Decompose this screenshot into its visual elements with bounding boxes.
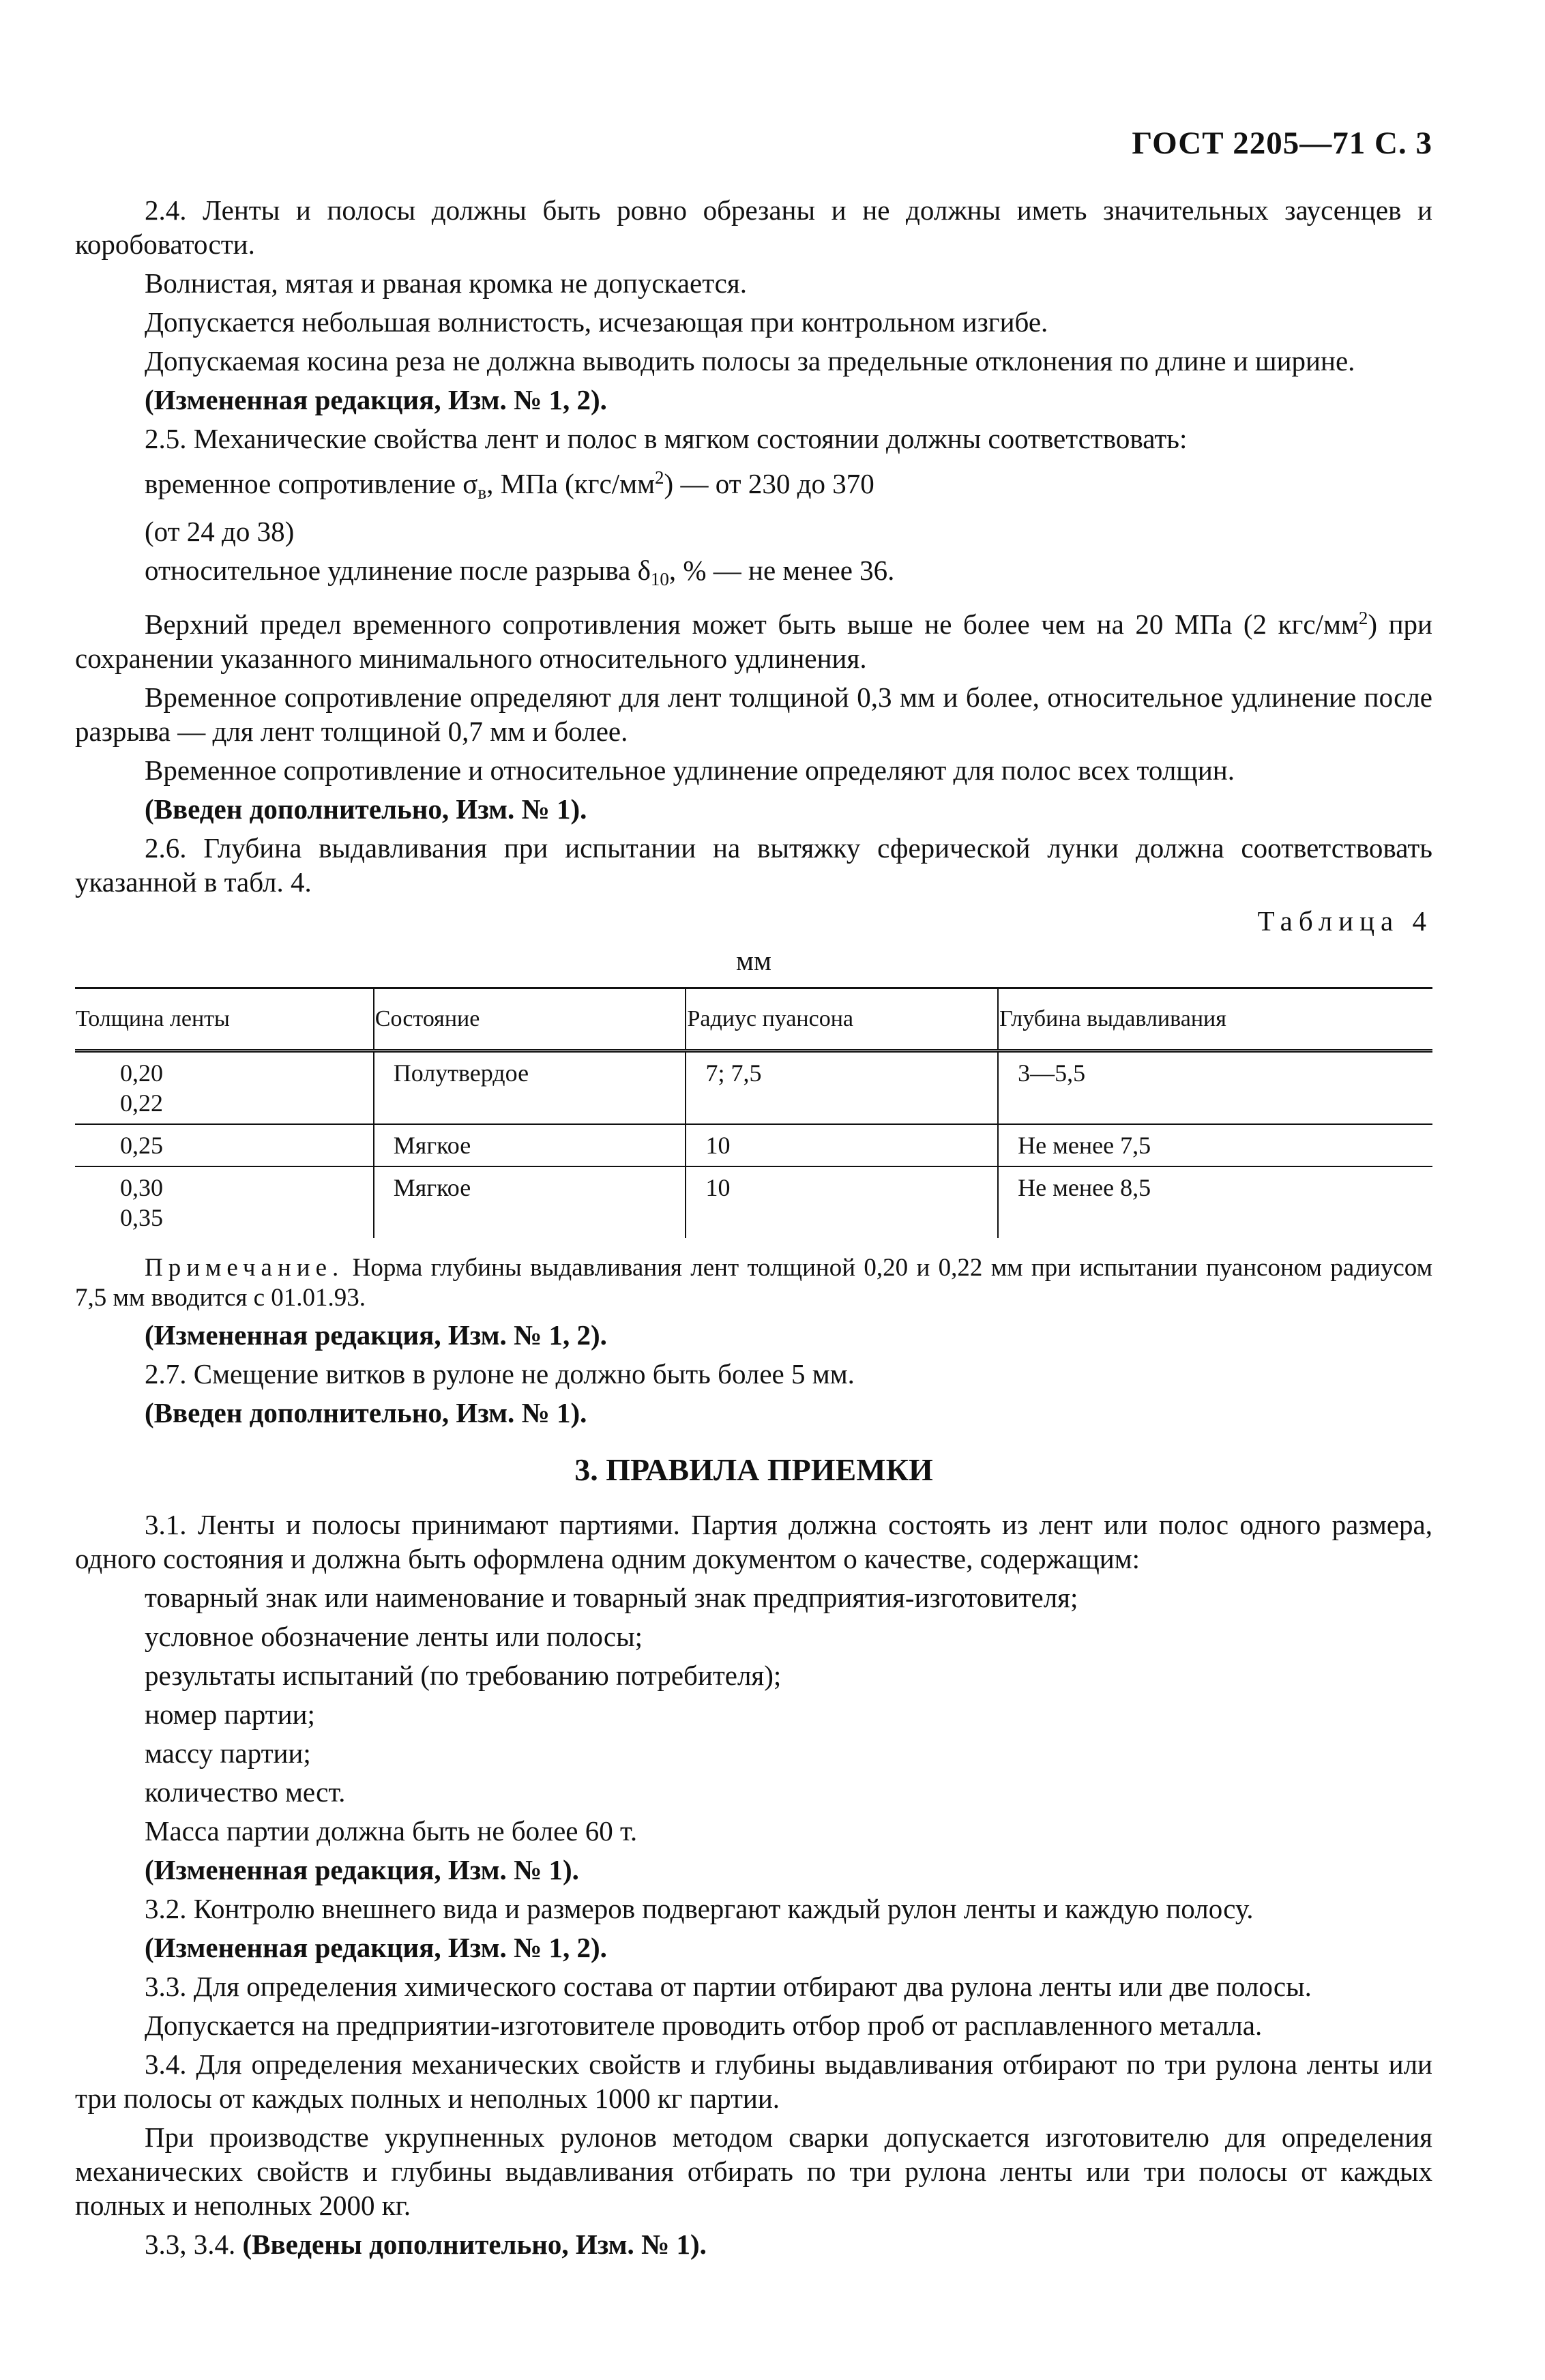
thickness-cell: 0,30 0,35	[75, 1166, 374, 1238]
radius-cell: 10	[686, 1166, 998, 1238]
list-item: результаты испытаний (по требованию потребителя);	[145, 1660, 782, 1691]
list-item: условное обозначение ленты или полосы;	[145, 1621, 643, 1652]
state-cell: Полутвердое	[374, 1051, 686, 1125]
depth-cell: Не менее 7,5	[998, 1124, 1432, 1166]
amendment-note: (Введен дополнительно, Изм. № 1).	[145, 793, 587, 825]
paragraph: Волнистая, мятая и рваная кромка не допускается.	[145, 267, 747, 299]
tensile-strength-alt: (от 24 до 38)	[145, 516, 295, 547]
amendment-note: (Измененная редакция, Изм. № 1).	[145, 1854, 579, 1885]
paragraph-3-1: 3.1. Ленты и полосы принимают партиями. Партия должна состоять из лент или полос одного размера, одного состояния и должна быть оформлена одним документом о качестве, содержащим:	[75, 1509, 1432, 1574]
column-header: Радиус пуансона	[686, 988, 998, 1051]
upper-limit-paragraph: Верхний предел временного сопротивления может быть выше не более чем на 20 МПа (2 кгс/$мм^2$) при сохранении указанного минимального относительного удлинения.	[75, 608, 1432, 674]
column-header: Толщина ленты	[75, 988, 374, 1051]
thickness-cell: 0,25	[75, 1124, 374, 1166]
amendment-note: (Введен дополнительно, Изм. № 1).	[145, 1397, 587, 1428]
depth-table	[75, 987, 1432, 1238]
table-row	[75, 1166, 1432, 1238]
state-cell: Мягкое	[374, 1124, 686, 1166]
column-header: Состояние	[374, 988, 686, 1051]
paragraph-3-2: 3.2. Контролю внешнего вида и размеров подвергают каждый рулон ленты и каждую полосу.	[145, 1893, 1254, 1924]
thickness-cell: 0,20 0,22	[120, 1059, 163, 1117]
paragraph: Масса партии должна быть не более 60 т.	[145, 1815, 638, 1847]
page-header: ГОСТ 2205—71 С. 3	[1132, 126, 1432, 161]
list-item: массу партии;	[145, 1737, 311, 1769]
state-cell: Мягкое	[374, 1166, 686, 1238]
table-header-row	[75, 988, 1432, 1051]
paragraph: Допускаемая косина реза не должна выводить полосы за предельные отклонения по длине и ширине.	[145, 345, 1355, 377]
table-row	[75, 1124, 1432, 1166]
final-amendment-line: 3.3, 3.4. (Введены дополнительно, Изм. № 1).	[145, 2229, 707, 2260]
table-row	[75, 1051, 1432, 1125]
paragraph-3-4: 3.4. Для определения механических свойств и глубины выдавливания отбирают по три рулона ленты или три полосы от каждых полных и неполных 1000 кг партии.	[75, 2048, 1432, 2114]
list-item: товарный знак или наименование и товарный знак предприятия-изготовителя;	[145, 1582, 1078, 1613]
table-title: Таблица 4	[1257, 905, 1432, 937]
elongation-line: относительное удлинение после разрыва $\delta_{10}$, % — не менее 36.	[145, 555, 895, 589]
paragraph-3-3: 3.3. Для определения химического состава от партии отбирают два рулона ленты или две полосы.	[145, 1971, 1312, 2002]
paragraph-2-7: 2.7. Смещение витков в рулоне не должно быть более 5 мм.	[145, 1358, 855, 1390]
document-body	[75, 193, 1432, 2266]
paragraph-2-6: 2.6. Глубина выдавливания при испытании на вытяжку сферической лунки должна соответствовать указанной в табл. 4.	[75, 832, 1432, 898]
paragraph: Допускается небольшая волнистость, исчезающая при контрольном изгибе.	[145, 306, 1048, 338]
note-label: Примечание.	[145, 1254, 344, 1282]
amendment-note: (Измененная редакция, Изм. № 1, 2).	[145, 1932, 607, 1963]
paragraph: Временное сопротивление определяют для лент толщиной 0,3 мм и более, относительное удлинение после разрыва — для лент толщиной 0,7 мм и более.	[75, 681, 1432, 747]
depth-cell: Не менее 8,5	[998, 1166, 1432, 1238]
depth-cell: 3—5,5	[998, 1051, 1432, 1125]
radius-cell: 7; 7,5	[686, 1051, 998, 1125]
paragraph-2-5: 2.5. Механические свойства лент и полос в мягком состоянии должны соответствовать:	[145, 423, 1188, 454]
amendment-note: (Измененная редакция, Изм. № 1, 2).	[145, 384, 607, 415]
radius-cell: 10	[686, 1124, 998, 1166]
list-item: номер партии;	[145, 1699, 315, 1730]
paragraph: 2.4. Ленты и полосы должны быть ровно обрезаны и не должны иметь значительных заусенцев и коробоватости.	[75, 194, 1432, 260]
list-item: количество мест.	[145, 1776, 346, 1808]
paragraph: Временное сопротивление и относительное удлинение определяют для полос всех толщин.	[145, 754, 1235, 786]
paragraph: Допускается на предприятии-изготовителе проводить отбор проб от расплавленного металла.	[145, 2010, 1263, 2041]
column-header: Глубина выдавливания	[998, 988, 1432, 1051]
amendment-note: (Измененная редакция, Изм. № 1, 2).	[145, 1319, 607, 1351]
table-note: Примечание. Норма глубины выдавливания лент толщиной 0,20 и 0,22 мм при испытании пуансоном радиусом 7,5 мм вводится с 01.01.93.	[75, 1254, 1432, 1312]
table-unit: мм	[736, 945, 771, 976]
section-title: 3. ПРАВИЛА ПРИЕМКИ	[574, 1452, 933, 1487]
paragraph: При производстве укрупненных рулонов методом сварки допускается изготовителю для определения механических свойств и глубины выдавливания отбирать по три рулона ленты или три полосы от каждых полных и неполных 2000 кг.	[75, 2121, 1432, 2221]
tensile-strength-line: временное сопротивление $\sigma_в$, МПа $(кгс/мм^2)$ — от 230 до 370	[145, 467, 874, 503]
